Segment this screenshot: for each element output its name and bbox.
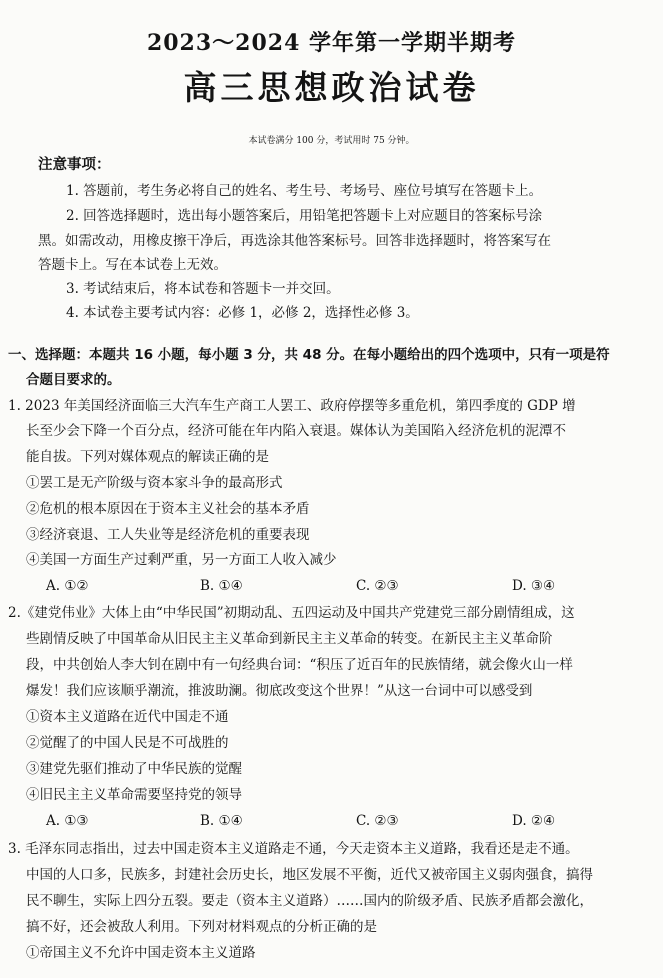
question-3-stem: 3. 毛泽东同志指出，过去中国走资本主义道路走不通，今天走资本主义道路，我看还是走不通。 [8, 841, 579, 857]
notes-line: 3. 考试结束后，将本试卷和答题卡一并交回。 [66, 281, 340, 297]
question-1-option: ①罢工是无产阶级与资本家斗争的最高形式 [26, 475, 283, 491]
question-2-stem: 段，中共创始人李大钊在剧中有一句经典台词：“积压了近百年的民族情绪，就会像火山一样 [26, 657, 573, 673]
notes-line: 黑。如需改动，用橡皮擦干净后，再选涂其他答案标号。回答非选择题时，将答案写在 [38, 233, 551, 249]
question-1-option: ④美国一方面生产过剩严重，另一方面工人收入减少 [26, 552, 337, 568]
question-2-stem: 2.《建党伟业》大体上由“中华民国”初期动乱、五四运动及中国共产党建党三部分剧情组成，这 [8, 605, 575, 621]
exam-name: 2023～2024 学年第一学期半期考 [146, 30, 517, 56]
question-2-stem: 爆发！我们应该顺乎潮流，推波助澜。彻底改变这个世界！”从这一台词中可以感受到 [26, 683, 533, 699]
question-2-option: ③建党先驱们推动了中华民族的觉醒 [26, 761, 242, 777]
notes-title: 注意事项： [38, 157, 111, 173]
question-1-choice-d[interactable]: D. ③④ [512, 578, 556, 594]
question-1-choice-c[interactable]: C. ②③ [356, 578, 399, 594]
question-2-choice-d[interactable]: D. ②④ [512, 813, 556, 829]
question-3-stem: 搞不好，还会被敌人利用。下列对材料观点的分析正确的是 [26, 919, 377, 935]
question-2-option: ②觉醒了的中国人民是不可战胜的 [26, 735, 229, 751]
question-3-stem: 民不聊生，实际上四分五裂。要走（资本主义道路）……国内的阶级矛盾、民族矛盾都会激化， [26, 893, 593, 909]
question-2-choice-a[interactable]: A. ①③ [46, 813, 89, 829]
question-2-choice-b[interactable]: B. ①④ [200, 813, 243, 829]
question-1-option: ②危机的根本原因在于资本主义社会的基本矛盾 [26, 501, 310, 517]
question-1-option: ③经济衰退、工人失业等是经济危机的重要表现 [26, 527, 310, 543]
page-title: 高三思想政治试卷 [183, 68, 480, 107]
question-2-option: ①资本主义道路在近代中国走不通 [26, 709, 229, 725]
notes-line: 2. 回答选择题时，选出每小题答案后，用铅笔把答题卡上对应题目的答案标号涂 [66, 208, 543, 224]
section-heading-cont: 合题目要求的。 [26, 372, 121, 388]
question-1-choice-a[interactable]: A. ①② [46, 578, 89, 594]
question-1-stem: 1. 2023 年美国经济面临三大汽车生产商工人罢工、政府停摆等多重危机，第四季度的 GDP 增 [8, 398, 576, 414]
question-3-stem: 中国的人口多，民族多，封建社会历史长，地区发展不平衡，近代又被帝国主义弱肉强食，搞得 [26, 867, 593, 883]
question-3-option: ①帝国主义不允许中国走资本主义道路 [26, 945, 256, 961]
question-1-stem: 能自拔。下列对媒体观点的解读正确的是 [26, 449, 269, 465]
section-heading: 一、选择题：本题共 16 小题，每小题 3 分，共 48 分。在每小题给出的四个选项中，只有一项是符 [8, 347, 610, 363]
exam-subtitle: 本试卷满分 100 分，考试用时 75 分钟。 [248, 136, 415, 146]
notes-line: 1. 答题前，考生务必将自己的姓名、考生号、考场号、座位号填写在答题卡上。 [66, 183, 543, 199]
question-1-stem: 长至少会下降一个百分点，经济可能在年内陷入衰退。媒体认为美国陷入经济危机的泥潭不 [26, 423, 566, 439]
notes-line: 4. 本试卷主要考试内容：必修 1，必修 2，选择性必修 3。 [66, 305, 419, 321]
question-2-choice-c[interactable]: C. ②③ [356, 813, 399, 829]
question-1-choice-b[interactable]: B. ①④ [200, 578, 243, 594]
question-2-stem: 些剧情反映了中国革命从旧民主主义革命到新民主主义革命的转变。在新民主主义革命阶 [26, 631, 553, 647]
question-2-option: ④旧民主主义革命需要坚持党的领导 [26, 787, 242, 803]
notes-line: 答题卡上。写在本试卷上无效。 [38, 257, 227, 273]
